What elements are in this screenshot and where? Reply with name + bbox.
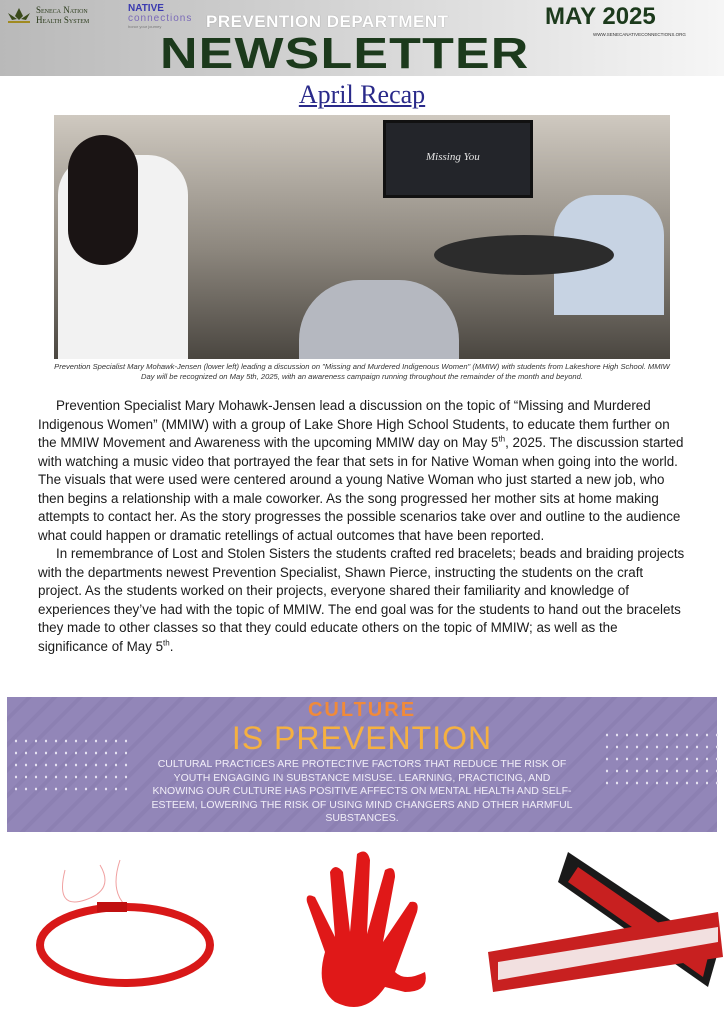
- culture-banner: [7, 697, 717, 832]
- culture-title: CULTURE: [307, 699, 417, 721]
- article-body: [38, 397, 690, 656]
- org-name-line1: Seneca Nation: [36, 5, 88, 15]
- logo-connections: connections: [128, 13, 193, 24]
- newsletter-header: [0, 0, 724, 76]
- newsletter-title: NEWSLETTER: [160, 29, 530, 78]
- woven-bracelet-image: [478, 842, 724, 1002]
- superscript: th: [498, 434, 506, 444]
- department-title: PREVENTION DEPARTMENT: [206, 12, 449, 31]
- paragraph: [38, 545, 690, 656]
- text: .: [169, 638, 174, 654]
- superscript: th: [163, 638, 170, 648]
- org-name-line2: Health System: [36, 15, 90, 25]
- seneca-nation-logo: [6, 5, 89, 25]
- website-link[interactable]: WWW.SENECANATIVECONNECTIONS.ORG: [593, 32, 686, 37]
- screen-text: Missing You: [426, 151, 480, 163]
- classroom-photo: [54, 115, 670, 359]
- table: [434, 235, 614, 275]
- tv-screen: [383, 120, 533, 198]
- culture-text: CULTURAL PRACTICES ARE PROTECTIVE FACTORS THAT REDUCE THE RISK OF YOUTH ENGAGING IN SUBSTANCE MISUSE. LEARNING, PRACTICING, AND KNOWING OUR CULTURE HAS POSITIVE AFFECTS ON MENTAL HEALTH AND SELF-ESTEEM, LOWERING THE RISK OF USING MIND CHANGERS AND OTHER HARMFUL SUBSTANCES.: [151, 758, 573, 824]
- logo-tagline: honor your journey: [128, 24, 162, 29]
- text: In remembrance of Lost and Stolen Sisters the students crafted red bracelets; beads and braiding projects with the departments newest Prevention Specialist, Shawn Pierce, instructing the students on the craft project. As the students worked on their projects, everyone shared their familiarity and knowledge of experiences they’ve had with the topic of MMIW. The end goal was for the students to hand out the bracelets they made to other classes so that they could educate others on the topic of MMIW; as well as the significance of May 5: [38, 546, 685, 654]
- red-handprint-image: [295, 842, 435, 1022]
- student-hair: [68, 135, 138, 265]
- text: , 2025. The discussion started with watching a music video that portrayed the fear that sets in for Native Woman when going into the world. The visuals that were used were centered around a young Native Woman who just started a new job, who then begins a relationship with a male coworker. As the song progressed her mother sits at home making attempts to contact her. As the story progresses the possible scenarios take over and outline to the audience what could happen or dramatic retellings of actual outcomes that have been reported.: [38, 435, 684, 543]
- specialist-figure: [299, 280, 459, 359]
- text: Prevention Specialist Mary Mohawk-Jensen lead a discussion on the topic of “Missing and Murdered Indigenous Women” (MMIW) with a group of Lake Shore High School Students, to educate them further on the MMIW Movement and Awareness with the upcoming MMIW day on May 5: [38, 398, 670, 450]
- culture-subtitle: IS PREVENTION: [231, 720, 493, 756]
- red-bracelet-image: [25, 850, 235, 1000]
- section-title: April Recap: [298, 80, 426, 109]
- photo-caption: Prevention Specialist Mary Mohawk-Jensen (lower left) leading a discussion on "Missing and Murdered Indigenous Women" (MMIW) with students from Lakeshore High School. MMIW Day will be recognized on May 5th, 2025, with an awareness campaign running throughout the remainder of the month and beyond.: [54, 362, 670, 381]
- leaf-icon: [6, 6, 32, 24]
- paragraph: [38, 397, 690, 545]
- native-connections-logo: [128, 4, 192, 29]
- logo-native: NATIVE: [128, 3, 164, 14]
- issue-date: MAY 2025: [545, 3, 656, 30]
